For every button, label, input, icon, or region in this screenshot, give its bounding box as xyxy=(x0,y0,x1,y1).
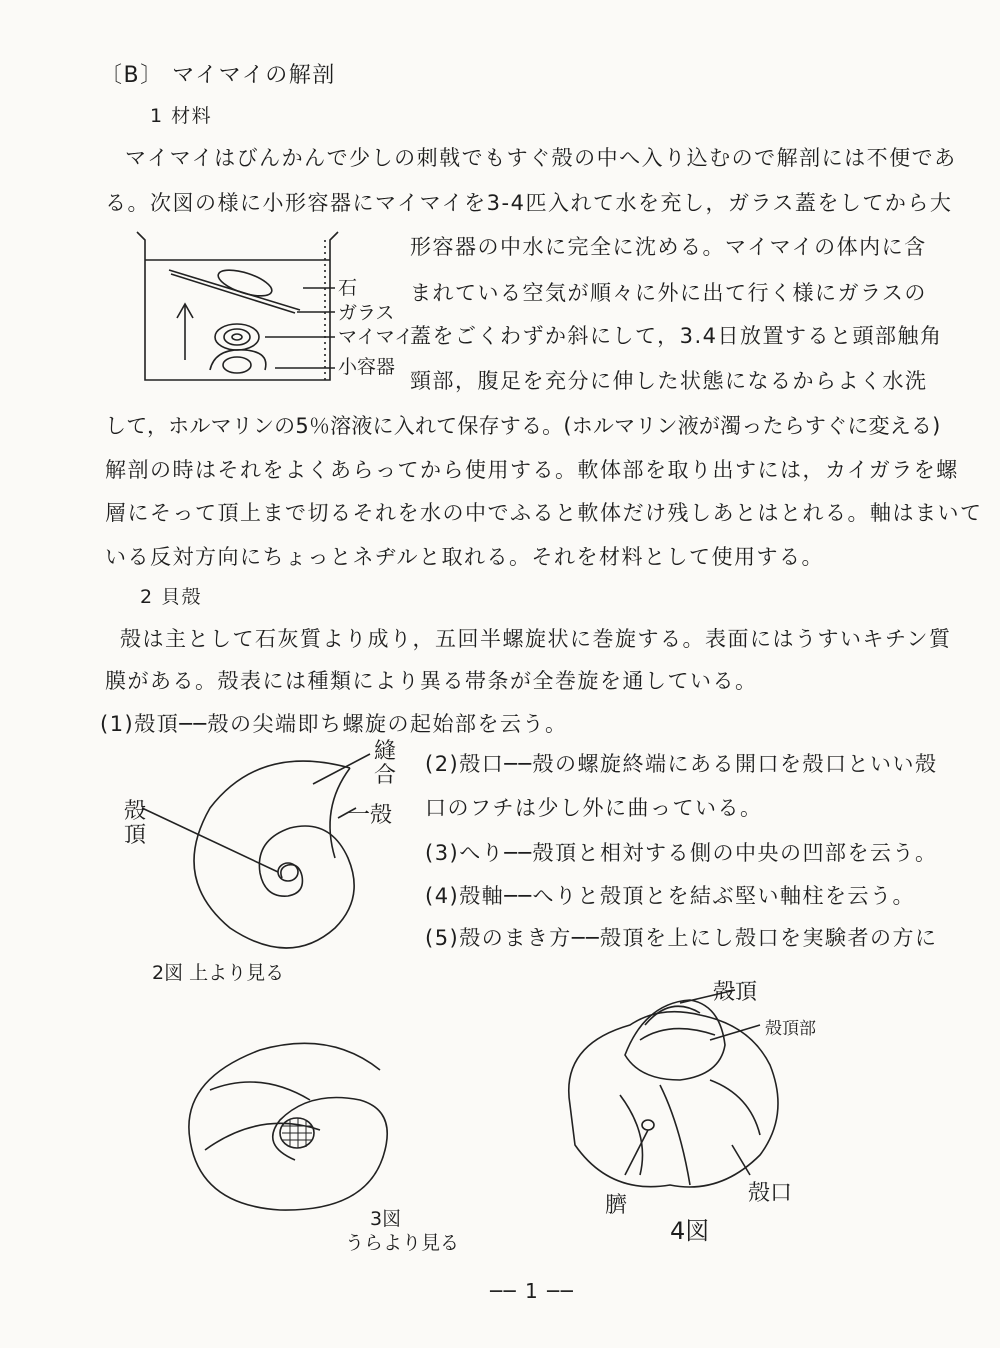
label-snail: マイマイ xyxy=(338,326,414,348)
para1-line: 層にそって頂上まで切るそれを水の中でふると軟体だけ残しあとはとれる。軸はまいて xyxy=(105,501,983,525)
label-stone: 石 xyxy=(338,277,358,299)
page-number: ── 1 ── xyxy=(490,1279,575,1303)
para1-line: 蓋をごくわずか斜にして，3.4日放置すると頭部触角 xyxy=(410,324,943,348)
para1-line: る。次図の様に小形容器にマイマイを3-4匹入れて水を充し，ガラス蓋をしてから大 xyxy=(105,191,953,215)
label-apex: 殻頂 xyxy=(123,799,146,848)
para1-line: 解剖の時はそれをよくあらってから使用する。軟体部を取り出すには，カイガラを螺 xyxy=(105,458,959,482)
item-apex: (1)殻頂──殻の尖端即ち螺旋の起始部を云う。 xyxy=(100,712,568,736)
para1-line: まれている空気が順々に外に出て行く様にガラスの xyxy=(410,281,927,305)
fig4-label-aperture: 殻口 xyxy=(748,1181,793,1206)
label-small-container: 小容器 xyxy=(338,356,396,378)
para1-line: して，ホルマリンの5％溶液に入れて保存する。(ホルマリン液が濁ったらすぐに変える) xyxy=(105,414,941,438)
item-umbilicus: (3)へり──殻頂と相対する側の中央の凹部を云う。 xyxy=(425,841,938,865)
fig4-label-apex: 殻頂 xyxy=(713,980,758,1005)
item-coiling: (5)殻のまき方──殻頂を上にし殻口を実験者の方に xyxy=(425,926,938,950)
section-title: 〔B〕 マイマイの解剖 xyxy=(100,63,336,88)
para1-line: マイマイはびんかんで少しの刺戟でもすぐ殻の中へ入り込むので解剖には不便であ xyxy=(125,146,957,170)
para1-line: 頸部，腹足を充分に伸した状態になるからよく水洗 xyxy=(410,369,928,393)
item-aperture-cont: 口のフチは少し外に曲っている。 xyxy=(425,796,763,820)
para2-line: 殻は主として石灰質より成り，五回半螺旋状に巻旋する。表面にはうすいキチン質 xyxy=(120,627,952,651)
fig2-caption: 2図 上より見る xyxy=(152,962,285,984)
label-whorl: 一殻 xyxy=(348,803,393,828)
para2-line: 膜がある。殻表には種類により異る帯条が全巻旋を通している。 xyxy=(105,669,758,693)
para1-line: 形容器の中水に完全に沈める。マイマイの体内に含 xyxy=(410,235,927,259)
fig4-label-umbilicus: 臍 xyxy=(605,1193,628,1218)
fig3-caption-2: うらより見る xyxy=(345,1232,460,1254)
para1-line: いる反対方向にちょっとネヂルと取れる。それを材料として使用する。 xyxy=(105,545,824,569)
subsection-shell: 2 貝殻 xyxy=(140,586,203,608)
shell-bottom-view xyxy=(170,1030,410,1220)
fig4-label-apex-part: 殻頂部 xyxy=(765,1019,816,1039)
fig3-caption-1: 3図 xyxy=(370,1208,402,1230)
fig4-caption: 4図 xyxy=(670,1217,710,1245)
item-columella: (4)殻軸──へりと殻頂とを結ぶ堅い軸柱を云う。 xyxy=(425,884,916,908)
label-suture: 縫合 xyxy=(373,739,396,788)
label-glass: ガラス xyxy=(338,302,395,324)
subsection-materials: 1 材料 xyxy=(150,105,213,127)
item-aperture: (2)殻口──殻の螺旋終端にある開口を殻口といい殻 xyxy=(425,752,938,776)
